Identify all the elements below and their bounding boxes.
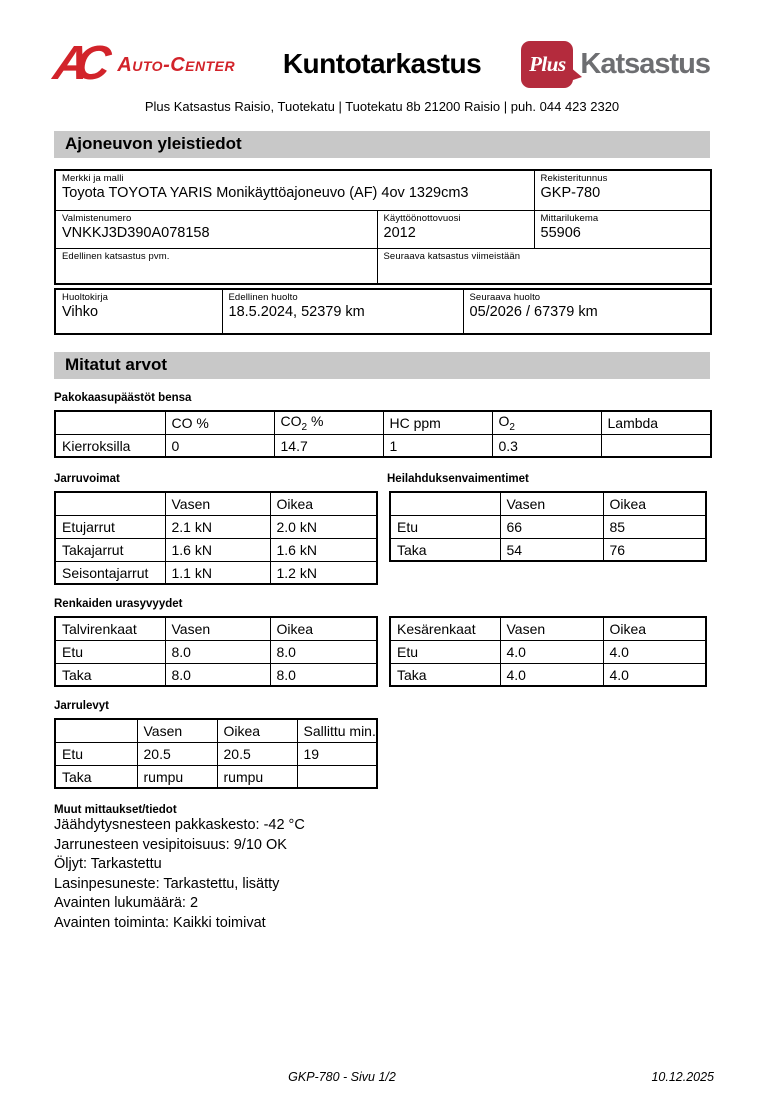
value-left: 1.6 kN xyxy=(165,538,270,561)
previous-inspection-label: Edellinen katsastus pvm. xyxy=(62,250,170,262)
service-book-label: Huoltokirja xyxy=(62,292,108,303)
service-book-value: Vihko xyxy=(62,304,99,320)
discs-title: Jarrulevyt xyxy=(54,700,109,713)
first-use-year-label: Käyttöönottovuosi xyxy=(383,212,461,224)
value-left: 8.0 xyxy=(165,663,270,686)
value-right: 1.2 kN xyxy=(270,561,377,584)
emissions-header-lambda: Lambda xyxy=(601,411,711,434)
brakes-title: Jarruvoimat xyxy=(54,473,120,486)
shocks-table xyxy=(389,491,707,562)
next-service-value: 05/2026 / 67379 km xyxy=(469,304,598,320)
value-right: 8.0 xyxy=(270,663,377,686)
value-left: 8.0 xyxy=(165,640,270,663)
emissions-header-co2: $CO_2$ % xyxy=(274,411,383,434)
registration-cell xyxy=(534,170,711,210)
emissions-co2-value: 14.7 xyxy=(274,434,383,457)
emissions-row-label: Kierroksilla xyxy=(55,434,165,457)
speech-bubble-tail-icon xyxy=(570,67,582,81)
value-left: 4.0 xyxy=(500,663,603,686)
table-header-row xyxy=(55,411,711,434)
header-blank xyxy=(55,492,165,515)
previous-service-cell xyxy=(222,289,463,334)
emissions-table xyxy=(54,410,712,458)
header-min: Sallittu min. xyxy=(297,719,377,742)
previous-service-value: 18.5.2024, 52379 km xyxy=(228,304,365,320)
section-header-general-info: Ajoneuvon yleistiedot xyxy=(54,131,710,158)
other-measurement-line: Öljyt: Tarkastettu xyxy=(54,856,162,873)
footer-page-number: GKP-780 - Sivu 1/2 xyxy=(288,1070,396,1084)
table-header-row xyxy=(390,617,706,640)
value-left: 66 xyxy=(500,515,603,538)
vin-label: Valmistenumero xyxy=(62,212,132,224)
section-header-measured-values: Mitatut arvot xyxy=(54,352,710,379)
other-measurement-line: Avainten lukumäärä: 2 xyxy=(54,895,199,912)
emissions-header-co: CO % xyxy=(165,411,274,434)
value-right: 8.0 xyxy=(270,640,377,663)
emissions-header-blank xyxy=(55,411,165,434)
value-left: 1.1 kN xyxy=(165,561,270,584)
station-address: Plus Katsastus Raisio, Tuotekatu | Tuotekatu 8b 21200 Raisio | puh. 044 423 2320 xyxy=(144,99,620,114)
header-right: Oikea xyxy=(603,492,706,515)
table-row xyxy=(390,515,706,538)
table-row xyxy=(390,538,706,561)
table-row xyxy=(55,663,377,686)
header-name: Talvirenkaat xyxy=(55,617,165,640)
header-right: Oikea xyxy=(270,617,377,640)
table-row xyxy=(55,434,711,457)
next-service-label: Seuraava huolto xyxy=(469,292,541,303)
footer-date: 10.12.2025 xyxy=(651,1070,714,1084)
value-left: 54 xyxy=(500,538,603,561)
table-row xyxy=(55,289,711,334)
emissions-co-value: 0 xyxy=(165,434,274,457)
header-right: Oikea xyxy=(270,492,377,515)
row-label: Seisontajarrut xyxy=(55,561,165,584)
row-label: Taka xyxy=(390,663,500,686)
summer-tires-table xyxy=(389,616,707,687)
next-inspection-value xyxy=(384,263,705,281)
emissions-o2-value: 0.3 xyxy=(492,434,601,457)
header-left: Vasen xyxy=(500,492,603,515)
table-row xyxy=(55,765,377,788)
page-title: Kuntotarkastus xyxy=(282,48,482,79)
header-right: Oikea xyxy=(603,617,706,640)
brakes-table xyxy=(54,491,378,585)
table-row xyxy=(55,561,377,584)
value-left: 2.1 kN xyxy=(165,515,270,538)
row-label: Etujarrut xyxy=(55,515,165,538)
value-right: 4.0 xyxy=(603,640,706,663)
table-row xyxy=(55,538,377,561)
vehicle-info-table xyxy=(54,169,712,285)
first-use-year-cell xyxy=(377,210,534,248)
auto-center-logo xyxy=(50,37,269,91)
value-left: rumpu xyxy=(137,765,217,788)
value-right: 76 xyxy=(603,538,706,561)
other-measurement-line: Lasinpesuneste: Tarkastettu, lisätty xyxy=(54,875,280,892)
next-service-cell xyxy=(463,289,711,334)
table-row xyxy=(55,515,377,538)
inspection-report-page xyxy=(0,34,764,1114)
auto-center-wordmark: Auto-Center xyxy=(117,53,236,76)
vin-value: VNKKJ3D390A078158 xyxy=(62,224,210,241)
emissions-lambda-value xyxy=(601,434,711,457)
previous-inspection-value xyxy=(62,263,371,281)
emissions-header-hc: HC ppm xyxy=(383,411,492,434)
auto-center-monogram-icon: AC xyxy=(50,37,102,91)
table-header-row xyxy=(55,719,377,742)
table-header-row xyxy=(55,617,377,640)
table-row xyxy=(55,170,711,210)
emissions-header-o2: $O_2$ xyxy=(492,411,601,434)
previous-service-label: Edellinen huolto xyxy=(228,292,298,303)
header-left: Vasen xyxy=(165,617,270,640)
value-right: 2.0 kN xyxy=(270,515,377,538)
plus-badge-icon xyxy=(521,41,573,88)
header-name: Kesärenkaat xyxy=(390,617,500,640)
other-measurements-title: Muut mittaukset/tiedot xyxy=(54,804,177,817)
make-model-cell xyxy=(55,170,534,210)
row-label: Etu xyxy=(55,640,165,663)
value-left: 20.5 xyxy=(137,742,217,765)
table-row xyxy=(55,742,377,765)
header-right: Oikea xyxy=(217,719,297,742)
row-label: Takajarrut xyxy=(55,538,165,561)
discs-table xyxy=(54,718,378,789)
make-model-value: Toyota TOYOTA YARIS Monikäyttöajoneuvo (AF) 4ov 1329cm3 xyxy=(62,185,469,201)
next-inspection-label: Seuraava katsastus viimeistään xyxy=(383,250,521,262)
plus-wordmark: Katsastus xyxy=(580,47,710,80)
make-model-label: Merkki ja malli xyxy=(62,173,124,184)
table-row xyxy=(390,640,706,663)
previous-inspection-cell xyxy=(55,248,377,284)
value-right: 1.6 kN xyxy=(270,538,377,561)
header-left: Vasen xyxy=(165,492,270,515)
odometer-label: Mittarilukema xyxy=(540,212,599,224)
row-label: Taka xyxy=(55,765,137,788)
shocks-title: Heilahduksenvaimentimet xyxy=(387,473,529,486)
registration-value: GKP-780 xyxy=(540,185,601,201)
odometer-value: 55906 xyxy=(540,224,581,241)
odometer-cell xyxy=(534,210,711,248)
row-label: Taka xyxy=(390,538,500,561)
report-header xyxy=(50,34,710,94)
tires-section-title: Renkaiden urasyvyydet xyxy=(54,598,183,611)
next-inspection-cell xyxy=(377,248,711,284)
vin-cell xyxy=(55,210,377,248)
header-left: Vasen xyxy=(137,719,217,742)
emissions-hc-value: 1 xyxy=(383,434,492,457)
value-right: rumpu xyxy=(217,765,297,788)
emissions-title: Pakokaasupäästöt bensa xyxy=(54,392,192,404)
service-info-table xyxy=(54,288,712,335)
value-min: 19 xyxy=(297,742,377,765)
table-row xyxy=(390,663,706,686)
value-min xyxy=(297,765,377,788)
registration-label: Rekisteritunnus xyxy=(540,173,608,184)
header-left: Vasen xyxy=(500,617,603,640)
value-left: 4.0 xyxy=(500,640,603,663)
table-header-row xyxy=(55,492,377,515)
header-blank xyxy=(55,719,137,742)
table-header-row xyxy=(390,492,706,515)
table-row xyxy=(55,640,377,663)
value-right: 85 xyxy=(603,515,706,538)
header-blank xyxy=(390,492,500,515)
winter-tires-table xyxy=(54,616,378,687)
row-label: Etu xyxy=(390,640,500,663)
plus-katsastus-logo xyxy=(495,41,710,88)
plus-badge-text: Plus xyxy=(529,51,566,76)
table-row xyxy=(55,248,711,284)
other-measurement-line: Jarrunesteen vesipitoisuus: 9/10 OK xyxy=(54,836,287,853)
row-label: Etu xyxy=(390,515,500,538)
table-row xyxy=(55,210,711,248)
value-right: 20.5 xyxy=(217,742,297,765)
row-label: Etu xyxy=(55,742,137,765)
other-measurement-line: Jäähdytysnesteen pakkaskesto: -42 °C xyxy=(54,817,305,834)
service-book-cell xyxy=(55,289,222,334)
row-label: Taka xyxy=(55,663,165,686)
first-use-year-value: 2012 xyxy=(383,224,416,241)
value-right: 4.0 xyxy=(603,663,706,686)
other-measurement-line: Avainten toiminta: Kaikki toimivat xyxy=(54,914,266,931)
